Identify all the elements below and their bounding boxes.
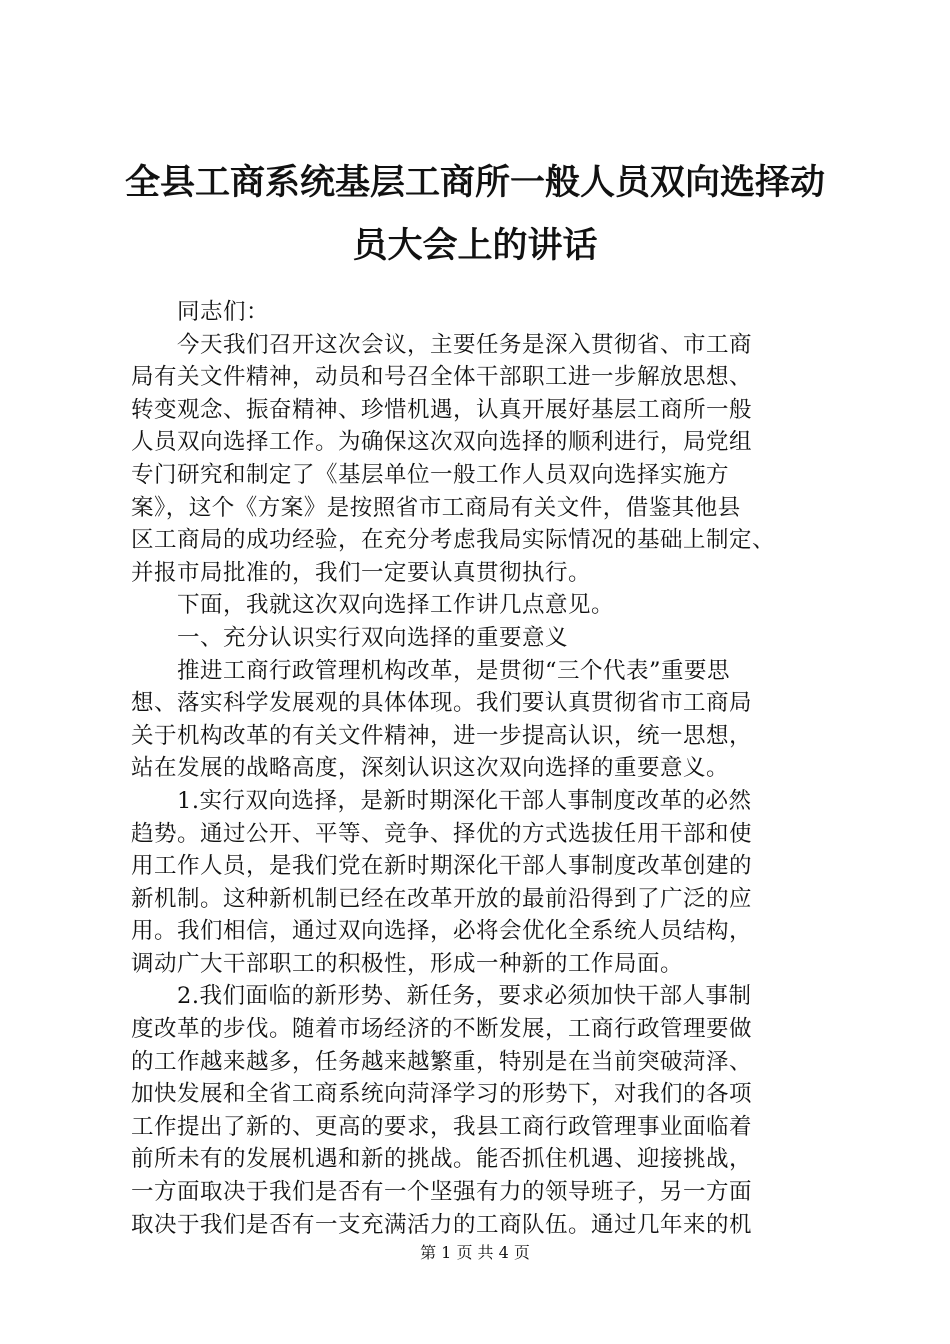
body-line: 区工商局的成功经验，在充分考虑我局实际情况的基础上制定、 [131, 527, 776, 554]
body-line: 今天我们召开这次会议，主要任务是深入贯彻省、市工商 [131, 331, 753, 358]
body-line: 站在发展的战略高度，深刻认识这次双向选择的重要意义。 [131, 755, 730, 782]
body-line: 专门研究和制定了《基层单位一般工作人员双向选择实施方 [131, 461, 730, 488]
body-line: 用。我们相信，通过双向选择，必将会优化全系统人员结构， [131, 918, 753, 945]
body-line: 下面，我就这次双向选择工作讲几点意见。 [131, 592, 615, 619]
body-line: 局有关文件精神，动员和号召全体干部职工进一步解放思想、 [131, 364, 753, 391]
body-line: 调动广大干部职工的积极性，形成一种新的工作局面。 [131, 950, 684, 977]
body-line: 2.我们面临的新形势、新任务，要求必须加快干部人事制 [131, 983, 752, 1010]
body-line: 一、充分认识实行双向选择的重要意义 [131, 624, 569, 651]
body-line: 人员双向选择工作。为确保这次双向选择的顺利进行，局党组 [131, 429, 753, 456]
body-line: 前所未有的发展机遇和新的挑战。能否抓住机遇、迎接挑战， [131, 1146, 753, 1173]
body-line: 并报市局批准的，我们一定要认真贯彻执行。 [131, 559, 592, 586]
body-line: 想、落实科学发展观的具体体现。我们要认真贯彻省市工商局 [131, 690, 753, 717]
body-line: 工作提出了新的、更高的要求，我县工商行政管理事业面临着 [131, 1113, 753, 1140]
page-footer [0, 1243, 950, 1263]
body-line: 加快发展和全省工商系统向菏泽学习的形势下，对我们的各项 [131, 1081, 753, 1108]
body-line: 新机制。这种新机制已经在改革开放的最前沿得到了广泛的应 [131, 885, 753, 912]
body-line: 度改革的步伐。随着市场经济的不断发展，工商行政管理要做 [131, 1016, 753, 1043]
body-line: 案》，这个《方案》是按照省市工商局有关文件，借鉴其他县 [131, 494, 741, 521]
page-number: 第 1 页 共 4 页 [420, 1243, 530, 1262]
body-line: 用工作人员，是我们党在新时期深化干部人事制度改革创建的 [131, 853, 753, 880]
body-line: 同志们： [131, 299, 270, 325]
body-line: 趋势。通过公开、平等、竞争、择优的方式选拔任用干部和使 [131, 820, 753, 847]
document-body [131, 296, 831, 1241]
body-line: 1.实行双向选择，是新时期深化干部人事制度改革的必然 [131, 787, 752, 814]
body-line: 推进工商行政管理机构改革，是贯彻“三个代表”重要思 [131, 657, 731, 684]
body-line: 一方面取决于我们是否有一个坚强有力的领导班子，另一方面 [131, 1179, 753, 1206]
body-line: 转变观念、振奋精神、珍惜机遇，认真开展好基层工商所一般 [131, 396, 753, 423]
body-line: 取决于我们是否有一支充满活力的工商队伍。通过几年来的机 [131, 1211, 753, 1238]
document-title-line-1: 全县工商系统基层工商所一般人员双向选择动 [124, 163, 825, 203]
body-line: 关于机构改革的有关文件精神，进一步提高认识，统一思想， [131, 722, 753, 749]
body-line: 的工作越来越多，任务越来越繁重，特别是在当前突破菏泽、 [131, 1048, 753, 1075]
document-title-line-2: 员大会上的讲话 [352, 226, 598, 266]
